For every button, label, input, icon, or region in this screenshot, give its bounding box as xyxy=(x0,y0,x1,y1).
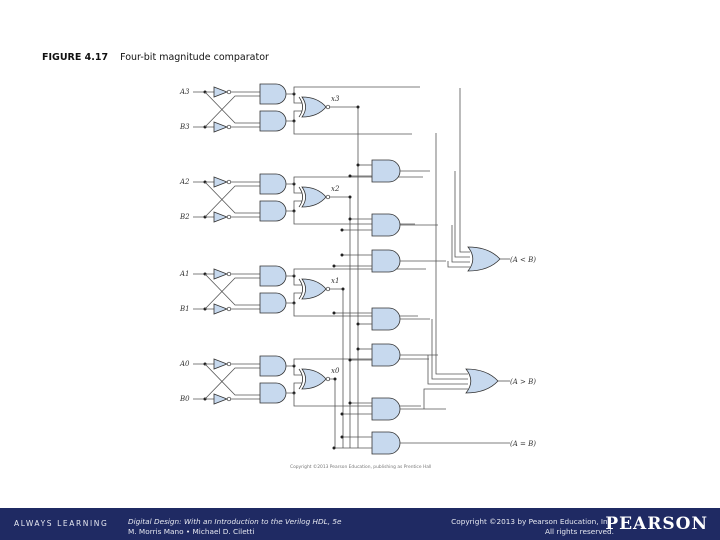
input-label-a: A0 xyxy=(180,360,190,368)
term-and-gate xyxy=(372,214,400,236)
xnor-input-arc xyxy=(299,369,303,389)
copyright-line2: All rights reserved. xyxy=(544,527,614,536)
pearson-logo: PEARSON xyxy=(605,514,708,534)
input-label-b: B0 xyxy=(180,395,190,403)
or-gate-gt xyxy=(466,369,498,393)
and-gate xyxy=(260,356,286,376)
junction-dot xyxy=(357,106,360,109)
inversion-bubble xyxy=(227,362,231,366)
input-label-b: B3 xyxy=(180,123,190,131)
xnor-input-arc xyxy=(299,187,303,207)
junction-dot xyxy=(341,254,344,257)
junction-dot xyxy=(349,402,352,405)
term-and-gate xyxy=(372,250,400,272)
x-label: x3 xyxy=(331,95,340,103)
junction-dot xyxy=(349,175,352,178)
inverter xyxy=(214,359,227,369)
input-label-b: B2 xyxy=(180,213,190,221)
inverter xyxy=(214,304,227,314)
xnor-gate xyxy=(302,279,326,299)
junction-dot xyxy=(333,447,336,450)
inversion-bubble xyxy=(227,272,231,276)
junction-dot xyxy=(357,348,360,351)
junction-dot xyxy=(357,164,360,167)
xnor-gate xyxy=(302,369,326,389)
x-label: x1 xyxy=(331,277,340,285)
input-label-a: A1 xyxy=(180,270,190,278)
and-gate xyxy=(260,84,286,104)
junction-dot xyxy=(334,378,337,381)
inverter xyxy=(214,394,227,404)
or-gate-lt xyxy=(468,247,500,271)
junction-dot xyxy=(333,312,336,315)
inverter xyxy=(214,269,227,279)
footer-bar xyxy=(0,508,720,540)
copyright-info xyxy=(451,517,614,537)
wire xyxy=(294,87,420,94)
figure-caption: Four-bit magnitude comparator xyxy=(120,52,269,63)
term-and-gate xyxy=(372,160,400,182)
inversion-bubble xyxy=(227,90,231,94)
wire xyxy=(329,197,350,448)
wire xyxy=(294,303,418,316)
copyright-line1: Copyright ©2013 by Pearson Education, Inc. xyxy=(451,517,614,526)
junction-dot xyxy=(349,196,352,199)
book-authors: M. Morris Mano • Michael D. Ciletti xyxy=(128,527,255,536)
wire xyxy=(294,269,426,276)
x-label: x0 xyxy=(331,367,340,375)
junction-dot xyxy=(349,218,352,221)
inversion-bubble xyxy=(227,307,231,311)
wire xyxy=(294,121,412,134)
junction-dot xyxy=(333,265,336,268)
term-and-gate xyxy=(372,398,400,420)
inversion-bubble xyxy=(227,125,231,129)
and-gate xyxy=(260,201,286,221)
output-label-eq: (A = B) xyxy=(510,440,536,448)
wire xyxy=(428,355,468,384)
figure-credit: Copyright ©2013 Pearson Education, publishing as Prentice Hall xyxy=(290,465,432,470)
inverter xyxy=(214,212,227,222)
inversion-bubble xyxy=(227,397,231,401)
inversion-bubble xyxy=(227,180,231,184)
figure-number: FIGURE 4.17 xyxy=(42,52,109,63)
and-gate xyxy=(260,111,286,131)
book-info xyxy=(128,517,342,537)
inverter xyxy=(214,87,227,97)
junction-dot xyxy=(341,413,344,416)
junction-dot xyxy=(341,436,344,439)
term-and-gate xyxy=(372,308,400,330)
input-label-a: A2 xyxy=(180,178,190,186)
input-label-a: A3 xyxy=(180,88,190,96)
output-label-lt: (A < B) xyxy=(510,256,536,264)
inversion-bubble xyxy=(227,215,231,219)
output-label-gt: (A > B) xyxy=(510,378,536,386)
and-gate xyxy=(260,383,286,403)
input-label-b: B1 xyxy=(180,305,190,313)
junction-dot xyxy=(349,359,352,362)
and-gate xyxy=(260,266,286,286)
junction-dot xyxy=(342,288,345,291)
xnor-input-arc xyxy=(299,279,303,299)
book-title: Digital Design: With an Introduction to the Verilog HDL, 5e xyxy=(128,517,342,526)
wire xyxy=(294,177,423,184)
xnor-gate xyxy=(302,97,326,117)
wire xyxy=(294,393,421,406)
xnor-gate xyxy=(302,187,326,207)
and-gate xyxy=(260,174,286,194)
wire xyxy=(424,389,468,409)
always-learning-brand: ALWAYS LEARNING xyxy=(14,519,109,528)
x-label: x2 xyxy=(331,185,340,193)
xnor-input-arc xyxy=(299,97,303,117)
wire xyxy=(329,379,335,448)
wire xyxy=(460,88,470,252)
junction-dot xyxy=(357,323,360,326)
junction-dot xyxy=(341,229,344,232)
wire xyxy=(455,171,470,257)
wire xyxy=(432,319,468,379)
term-and-gate xyxy=(372,344,400,366)
and-gate xyxy=(260,293,286,313)
inverter xyxy=(214,177,227,187)
term-and-gate xyxy=(372,432,400,454)
inverter xyxy=(214,122,227,132)
